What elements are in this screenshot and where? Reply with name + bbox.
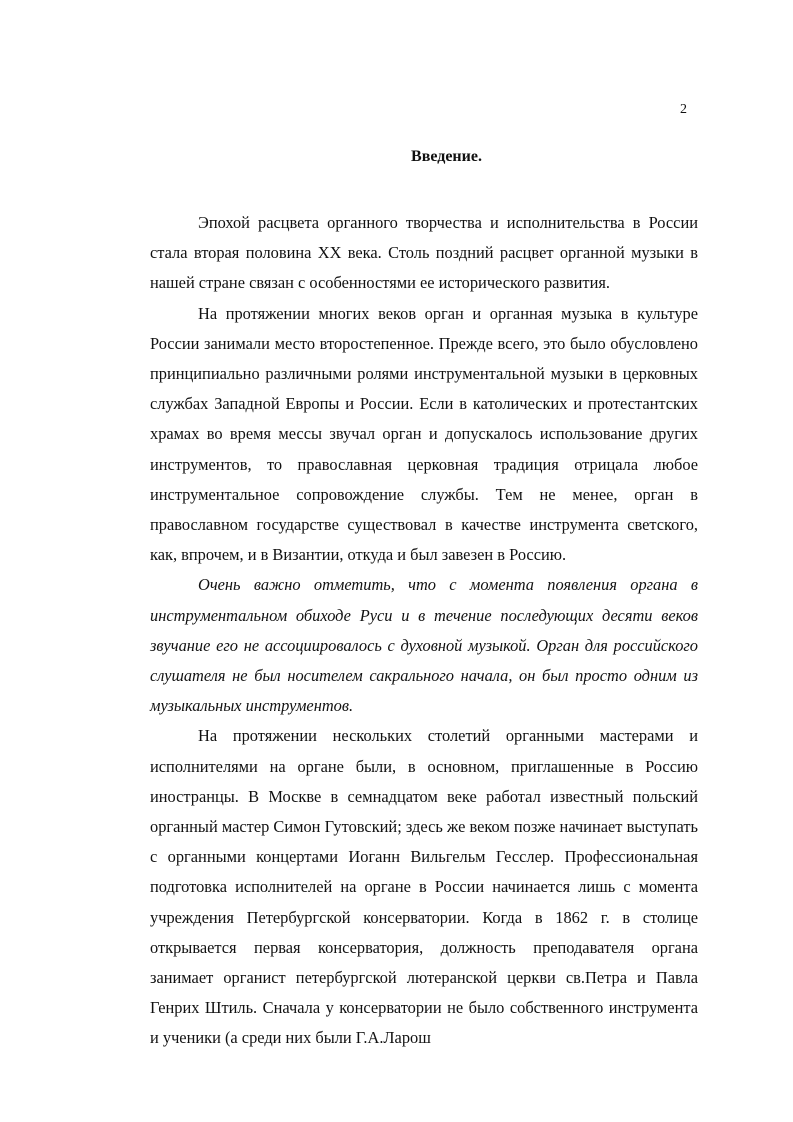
paragraph-4: На протяжении нескольких столетий органными мастерами и исполнителями на органе были, в основном, приглашенные в Россию иностранцы. В Москве в семнадцатом веке работал известный польский органный мастер Симон Гутовский; здесь же веком позже начинает выступать с органными концертами Иоганн Вильгельм Гесслер. Профессиональная подготовка исполнителей на органе в России начинается лишь с момента учреждения Петербургской консерватории. Когда в 1862 г. в столице открывается первая консерватория, должность преподавателя органа занимает органист петербургской лютеранской церкви св.Петра и Павла Генрих Штиль. Сначала у консерватории не было собственного инструмента и ученики (а среди них были Г.А.Ларош <box>150 726 698 1048</box>
page-number: 2 <box>680 102 687 117</box>
paragraph-3-italic: Очень важно отметить, что с момента появления органа в инструментальном обиходе Руси и в течение последующих десяти веков звучание его не ассоциировалось с духовной музыкой. Орган для российского слушателя не был носителем сакрального начала, он был просто одним из музыкальных инструментов. <box>150 575 698 716</box>
paragraph-1: Эпохой расцвета органного творчества и исполнительства в России стала вторая половина XX века. Столь поздний расцвет органной музыки в нашей стране связан с особенностями ее исторического развития. <box>150 213 698 293</box>
section-title: Введение. <box>411 148 482 165</box>
paragraph-2: На протяжении многих веков орган и органная музыка в культуре России занимали место второстепенное. Прежде всего, это было обусловлено принципиально различными ролями инструментальной музыки в церковных службах Западной Европы и России. Если в католических и протестантских храмах во время мессы звучал орган и допускалось использование других инструментов, то православная церковная традиция отрицала любое инструментальное сопровождение службы. Тем не менее, орган в православном государстве существовал в качестве инструмента светского, как, впрочем, и в Византии, откуда и был завезен в Россию. <box>150 303 698 565</box>
body-text <box>150 208 698 1054</box>
